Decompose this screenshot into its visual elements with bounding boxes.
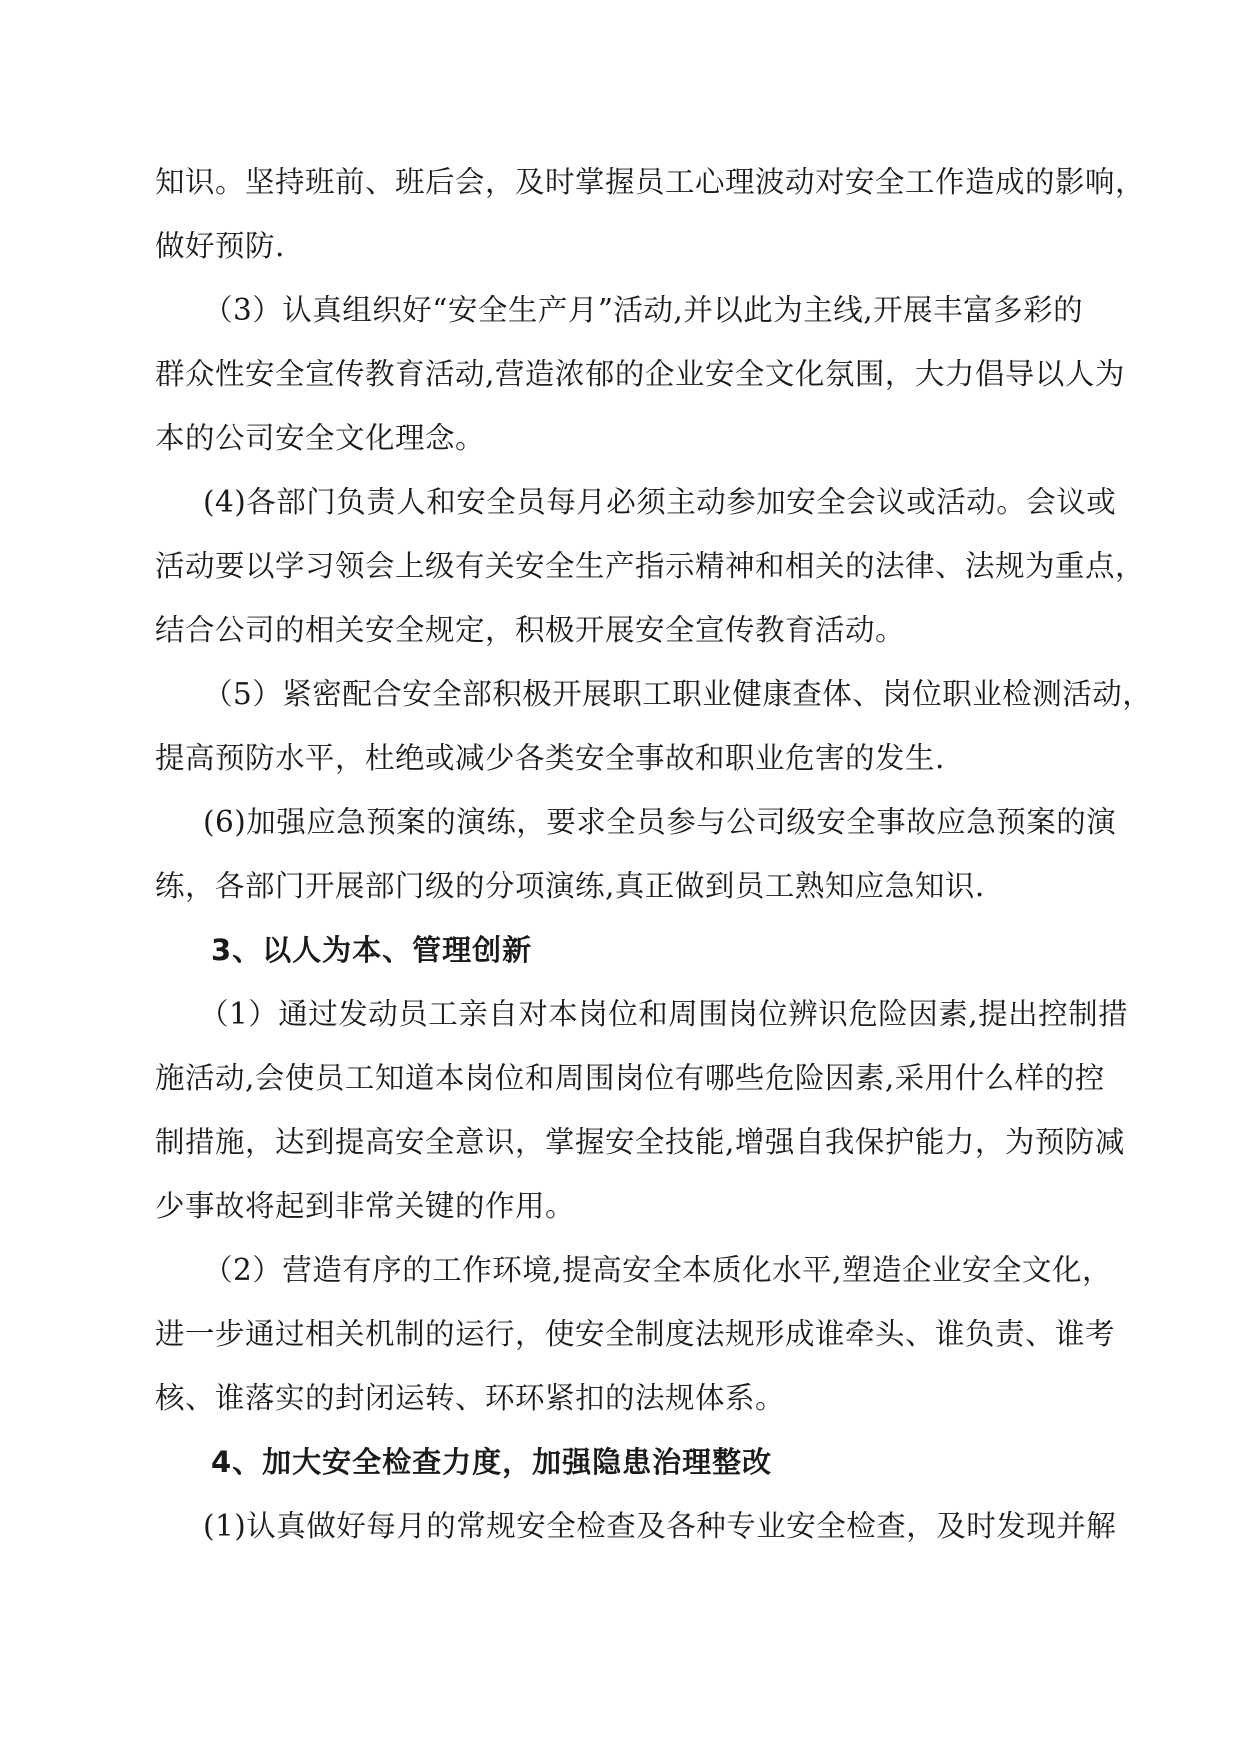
text-line: 少事故将起到非常关键的作用。 bbox=[155, 1189, 576, 1223]
text-line: （5）紧密配合安全部积极开展职工职业健康查体、岗位职业检测活动， bbox=[203, 677, 1153, 711]
text-line: 群众性安全宣传教育活动,营造浓郁的企业安全文化氛围，大力倡导以人为 bbox=[155, 357, 1125, 391]
text-line: (4)各部门负责人和安全员每月必须主动参加安全会议或活动。会议或 bbox=[203, 485, 1117, 519]
text-line: 练，各部门开展部门级的分项演练,真正做到员工熟知应急知识. bbox=[155, 869, 985, 903]
text-line: （3）认真组织好“安全生产月”活动,并以此为主线,开展丰富多彩的 bbox=[203, 293, 1084, 327]
text-line: 活动要以学习领会上级有关安全生产指示精神和相关的法律、法规为重点， bbox=[155, 549, 1146, 583]
section-heading: 3、以人为本、管理创新 bbox=[211, 933, 533, 967]
text-line: 进一步通过相关机制的运行，使安全制度法规形成谁牵头、谁负责、谁考 bbox=[155, 1317, 1116, 1351]
text-line: 本的公司安全文化理念。 bbox=[155, 421, 486, 455]
text-line: 制措施，达到提高安全意识，掌握安全技能,增强自我保护能力，为预防减 bbox=[155, 1125, 1125, 1159]
text-line: (6)加强应急预案的演练，要求全员参与公司级安全事故应急预案的演 bbox=[203, 805, 1117, 839]
text-line: （2）营造有序的工作环境,提高安全本质化水平,塑造企业安全文化， bbox=[203, 1253, 1113, 1287]
text-line: 提高预防水平，杜绝或减少各类安全事故和职业危害的发生. bbox=[155, 741, 945, 775]
text-line: (1)认真做好每月的常规安全检查及各种专业安全检查，及时发现并解 bbox=[203, 1509, 1117, 1543]
text-line: （1）通过发动员工亲自对本岗位和周围岗位辨识危险因素,提出控制措 bbox=[199, 997, 1129, 1031]
text-line: 结合公司的相关安全规定，积极开展安全宣传教育活动。 bbox=[155, 613, 906, 647]
text-line: 核、谁落实的封闭运转、环环紧扣的法规体系。 bbox=[155, 1381, 786, 1415]
text-line: 知识。坚持班前、班后会，及时掌握员工心理波动对安全工作造成的影响， bbox=[155, 165, 1146, 199]
text-line: 做好预防. bbox=[155, 229, 285, 263]
section-heading: 4、加大安全检查力度，加强隐患治理整改 bbox=[211, 1445, 773, 1479]
text-line: 施活动,会使员工知道本岗位和周围岗位有哪些危险因素,采用什么样的控 bbox=[155, 1061, 1105, 1095]
